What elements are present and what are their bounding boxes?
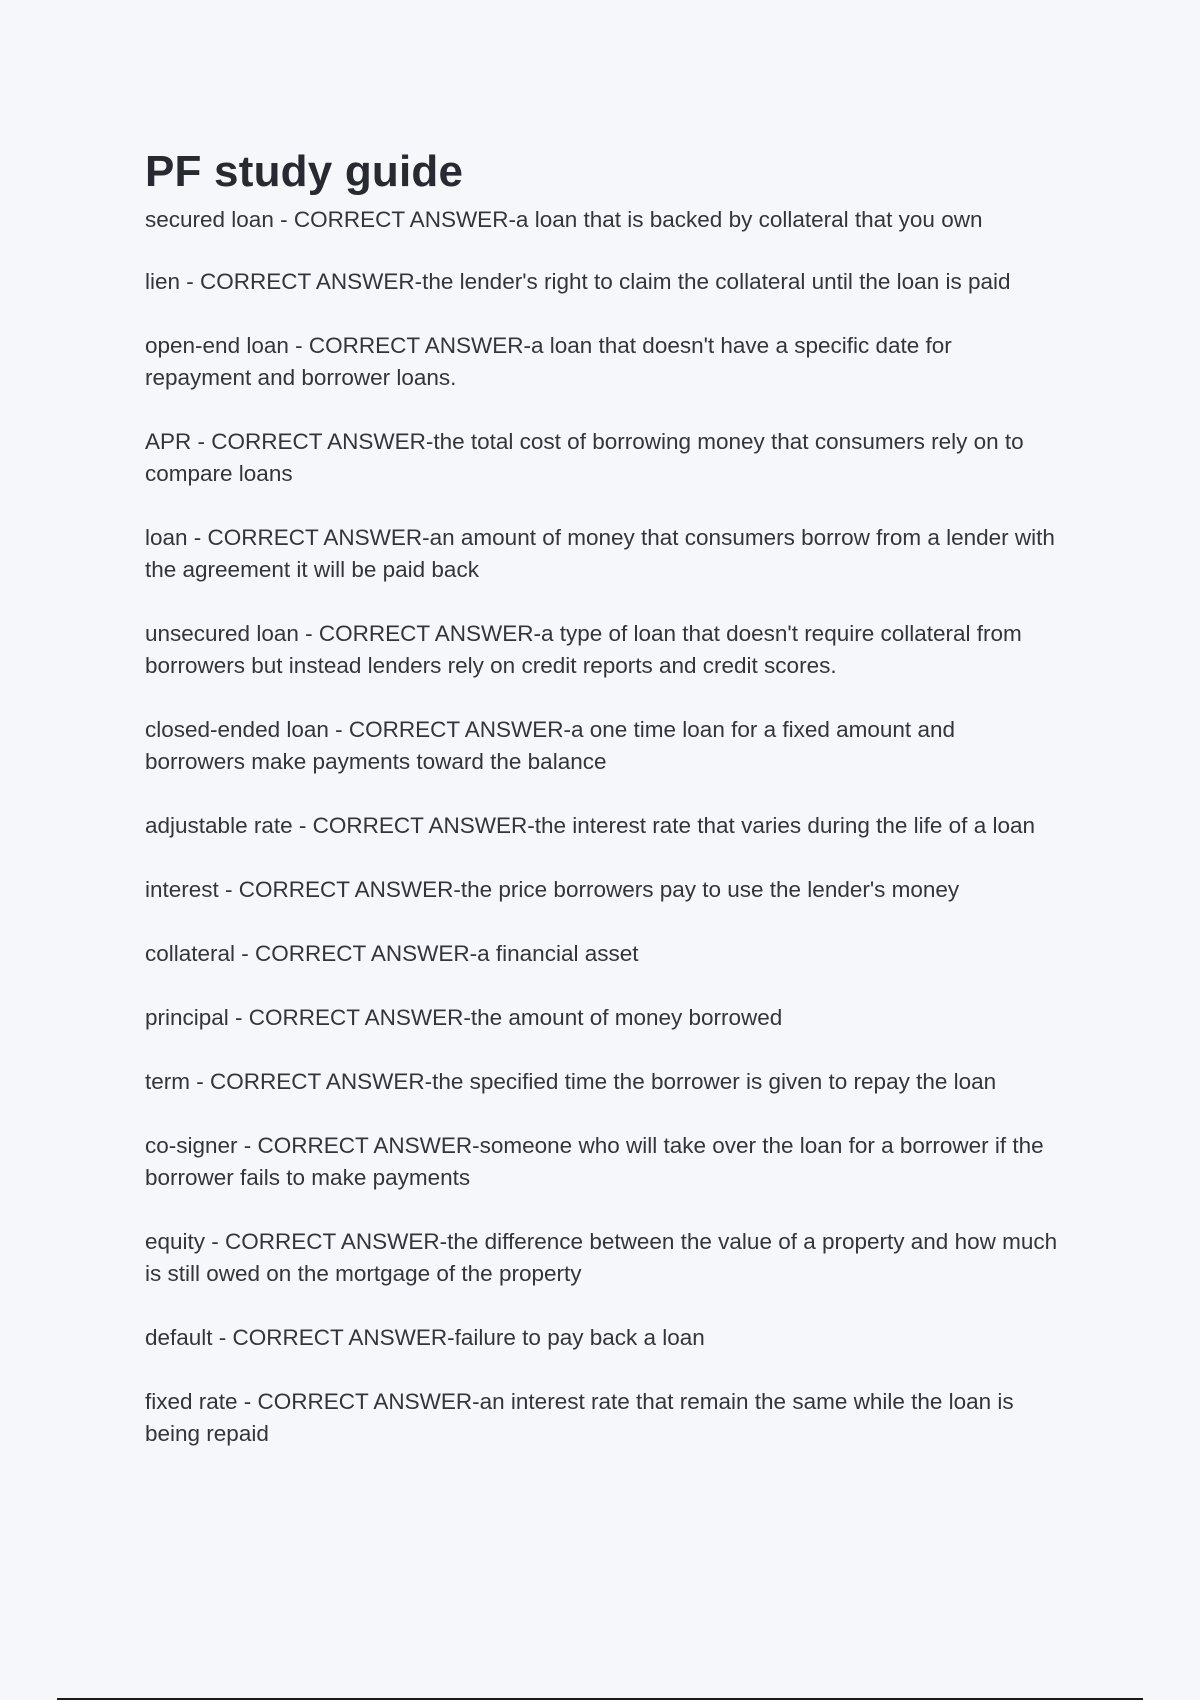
definition-entry: open-end loan - CORRECT ANSWER-a loan that doesn't have a specific date for repayment and borrower loans. (145, 333, 952, 390)
definition-entry: default - CORRECT ANSWER-failure to pay back a loan (145, 1325, 705, 1350)
definition-entry: APR - CORRECT ANSWER-the total cost of borrowing money that consumers rely on to compare loans (145, 429, 1024, 486)
definition-entry: lien - CORRECT ANSWER-the lender's right to claim the collateral until the loan is paid (145, 269, 1011, 294)
definition-entry: fixed rate - CORRECT ANSWER-an interest rate that remain the same while the loan is being repaid (145, 1389, 1014, 1446)
definition-entry: equity - CORRECT ANSWER-the difference between the value of a property and how much is still owed on the mortgage of the property (145, 1229, 1058, 1286)
definition-entry: principal - CORRECT ANSWER-the amount of money borrowed (145, 1005, 783, 1030)
definition-list (145, 204, 1060, 1450)
document-page (145, 142, 1060, 1482)
definition-entry: adjustable rate - CORRECT ANSWER-the interest rate that varies during the life of a loan (145, 813, 1035, 838)
document-title: PF study guide (145, 147, 464, 196)
definition-entry: interest - CORRECT ANSWER-the price borrowers pay to use the lender's money (145, 877, 960, 902)
definition-entry: closed-ended loan - CORRECT ANSWER-a one time loan for a fixed amount and borrowers make payments toward the balance (145, 717, 955, 774)
definition-entry: unsecured loan - CORRECT ANSWER-a type of loan that doesn't require collateral from borrowers but instead lenders rely on credit reports and credit scores. (145, 621, 1022, 678)
definition-entry: co-signer - CORRECT ANSWER-someone who will take over the loan for a borrower if the borrower fails to make payments (145, 1133, 1044, 1190)
definition-entry: term - CORRECT ANSWER-the specified time the borrower is given to repay the loan (145, 1069, 997, 1094)
definition-entry: secured loan - CORRECT ANSWER-a loan that is backed by collateral that you own (145, 207, 983, 232)
definition-entry: collateral - CORRECT ANSWER-a financial asset (145, 941, 639, 966)
definition-entry: loan - CORRECT ANSWER-an amount of money that consumers borrow from a lender with the agreement it will be paid back (145, 525, 1055, 582)
